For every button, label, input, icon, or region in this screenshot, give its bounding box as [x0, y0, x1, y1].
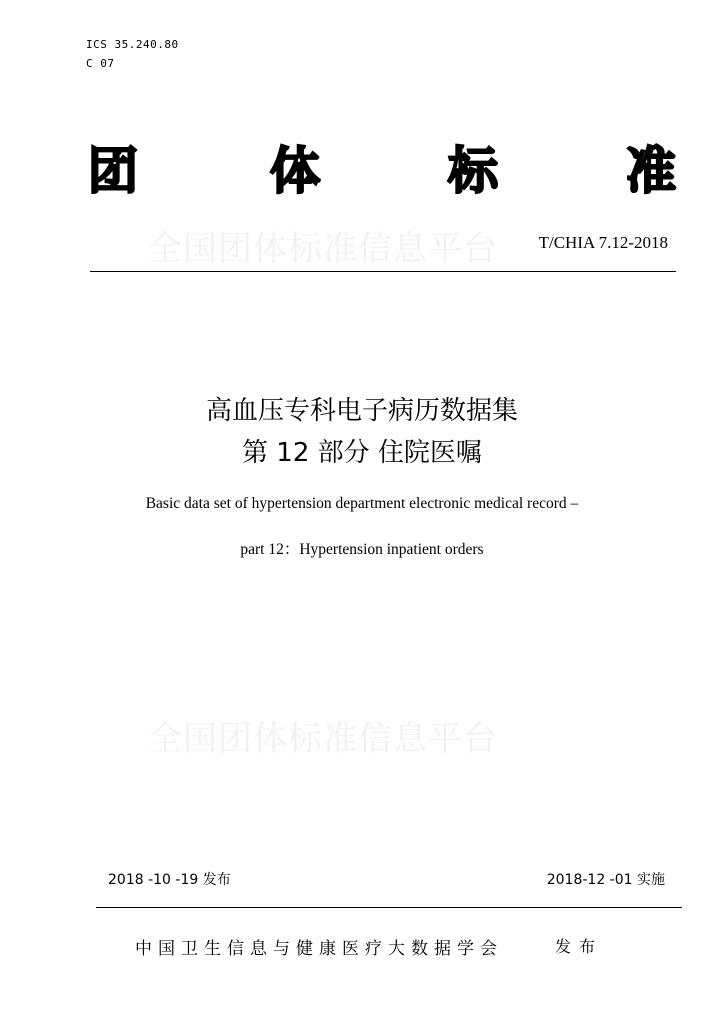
- category-char-1: 团: [88, 142, 138, 200]
- ccs-code: C 07: [86, 57, 115, 70]
- title-cn-line2: 第 12 部分 住院医嘱: [242, 438, 482, 468]
- implementation-date: 2018-12 -01 实施: [546, 872, 665, 888]
- issue-date: 2018 -10 -19 发布: [108, 872, 231, 888]
- standard-number: T/CHIA 7.12-2018: [538, 233, 668, 252]
- publish-label: 发布: [555, 937, 604, 956]
- publisher-name: 中国卫生信息与健康医疗大数据学会: [135, 939, 503, 959]
- category-char-3: 标: [448, 142, 498, 200]
- category-char-4: 准: [626, 142, 676, 200]
- title-en-line2: part 12：Hypertension inpatient orders: [240, 541, 484, 558]
- title-en-line1: Basic data set of hypertension department electronic medical record –: [145, 495, 579, 512]
- footer-divider: [96, 907, 682, 908]
- ics-code: ICS 35.240.80: [86, 38, 179, 51]
- header-divider: [90, 271, 676, 272]
- watermark-top: 全国团体标准信息平台: [148, 229, 498, 269]
- title-cn-line1: 高血压专科电子病历数据集: [205, 396, 518, 426]
- watermark-middle: 全国团体标准信息平台: [148, 719, 498, 759]
- category-char-2: 体: [270, 142, 320, 200]
